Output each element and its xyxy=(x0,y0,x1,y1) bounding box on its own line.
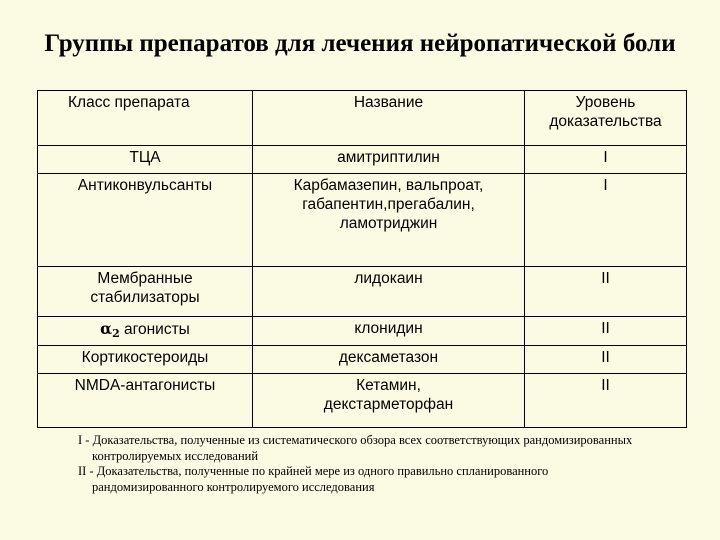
footnote-level-1: I - Доказательства, полученные из систематического обзора всех соответствующих рандомизированных контролируемых исследований xyxy=(78,433,633,463)
table-row xyxy=(38,173,687,266)
table-row xyxy=(38,266,687,316)
table-row xyxy=(38,373,687,427)
header-level: Уровень доказательства xyxy=(525,91,687,146)
cell-name: лидокаин xyxy=(253,266,525,316)
cell-class: Мембранные стабилизаторы xyxy=(38,266,253,316)
cell-class: Кортикостероиды xyxy=(38,346,253,374)
cell-class: ТЦА xyxy=(38,146,253,174)
cell-level: I xyxy=(525,146,687,174)
alpha-subscript: 2 xyxy=(112,326,120,340)
header-class: Класс препарата xyxy=(38,91,253,146)
cell-class-text: агонисты xyxy=(119,320,190,338)
alpha-symbol: α xyxy=(100,318,113,338)
cell-name: Кетамин, декстарметорфан xyxy=(253,373,525,427)
cell-class: Антиконвульсанты xyxy=(38,173,253,266)
table-row xyxy=(38,146,687,174)
table-row xyxy=(38,316,687,346)
cell-level: II xyxy=(525,266,687,316)
cell-level: I xyxy=(525,173,687,266)
cell-class: NMDA-антагонисты xyxy=(38,373,253,427)
cell-class xyxy=(38,316,253,346)
cell-level: II xyxy=(525,346,687,374)
page-title: Группы препаратов для лечения нейропатической боли xyxy=(44,30,676,57)
drug-table xyxy=(37,90,687,428)
table-row xyxy=(38,346,687,374)
footnotes xyxy=(78,433,638,495)
cell-level: II xyxy=(525,316,687,346)
cell-name: амитриптилин xyxy=(253,146,525,174)
cell-name: Карбамазепин, вальпроат, габапентин,прегабалин, ламотриджин xyxy=(253,173,525,266)
cell-name: клонидин xyxy=(253,316,525,346)
footnote-level-2: II - Доказательства, полученные по крайней мере из одного правильно спланированного рандомизированного контролируемого исследования xyxy=(78,464,549,494)
table-header-row xyxy=(38,91,687,146)
header-name: Название xyxy=(253,91,525,146)
cell-level: II xyxy=(525,373,687,427)
cell-name: дексаметазон xyxy=(253,346,525,374)
